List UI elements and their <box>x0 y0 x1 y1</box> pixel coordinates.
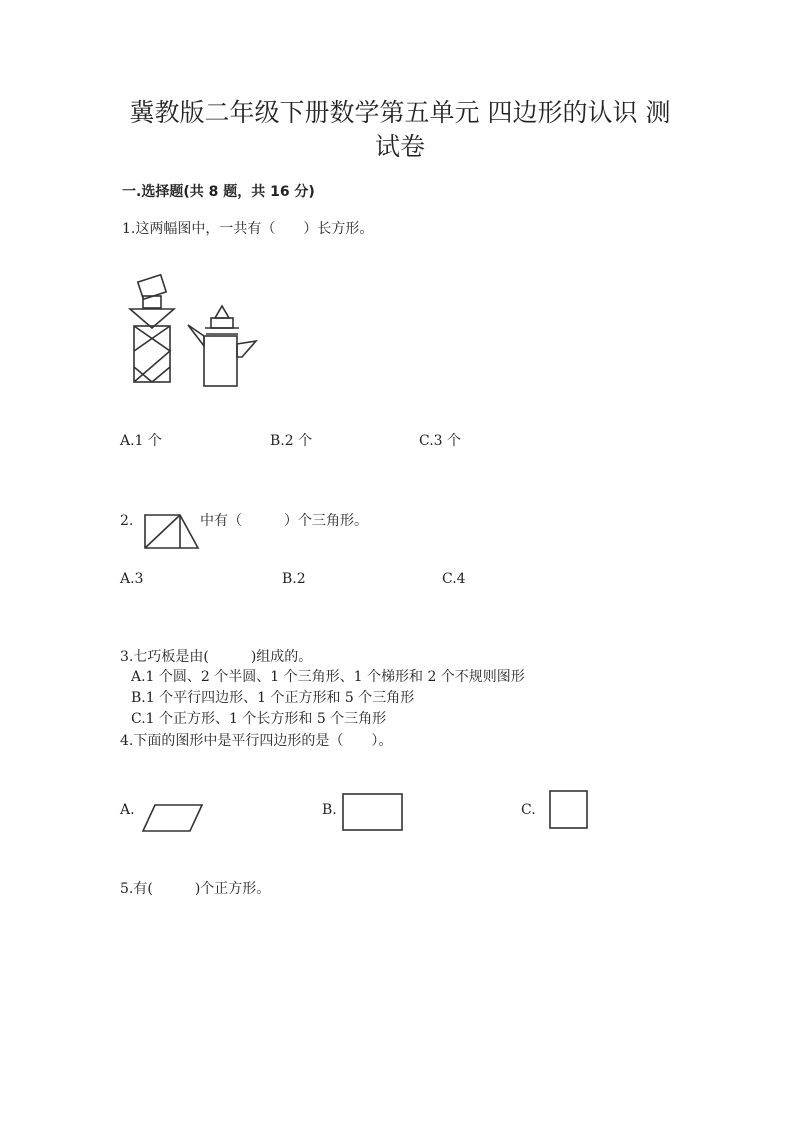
page-title-line-1: 冀教版二年级下册数学第五单元 四边形的认识 测 <box>129 98 671 127</box>
question-2-option-a[interactable]: A.3 <box>120 571 144 587</box>
question-1-option-c[interactable]: C.3 个 <box>419 433 462 449</box>
question-3-text: 3.七巧板是由( )组成的。 <box>120 649 313 665</box>
question-5-text: 5.有( )个正方形。 <box>120 881 271 897</box>
parallelogram-shape <box>141 803 211 835</box>
question-2-trapezoid-figure <box>143 513 203 553</box>
question-1-option-b[interactable]: B.2 个 <box>270 433 313 449</box>
question-2-option-b[interactable]: B.2 <box>282 571 306 587</box>
question-3-option-b[interactable]: B.1 个平行四边形、1 个正方形和 5 个三角形 <box>131 690 415 706</box>
page-title-line-2: 试卷 <box>374 132 425 161</box>
question-4-text: 4.下面的图形中是平行四边形的是（ ）。 <box>120 733 393 749</box>
question-2-number: 2. <box>120 513 134 529</box>
question-4-option-c[interactable]: C. <box>521 802 536 818</box>
section-heading: 一.选择题(共 8 题，共 16 分) <box>122 184 315 200</box>
question-4-option-a[interactable]: A. <box>120 802 135 818</box>
question-3-option-c[interactable]: C.1 个正方形、1 个长方形和 5 个三角形 <box>131 711 387 727</box>
question-3-option-a[interactable]: A.1 个圆、2 个半圆、1 个三角形、1 个梯形和 2 个不规则图形 <box>131 669 525 685</box>
question-2-option-c[interactable]: C.4 <box>442 571 466 587</box>
question-1-tangram-figures <box>122 274 262 389</box>
question-4-option-b[interactable]: B. <box>322 802 337 818</box>
rectangle-shape <box>341 792 405 832</box>
square-shape <box>548 789 590 831</box>
question-2-text: 中有（ ）个三角形。 <box>200 513 368 529</box>
question-1-text: 1.这两幅图中，一共有（ ）长方形。 <box>122 221 374 237</box>
question-1-option-a[interactable]: A.1 个 <box>120 433 162 449</box>
